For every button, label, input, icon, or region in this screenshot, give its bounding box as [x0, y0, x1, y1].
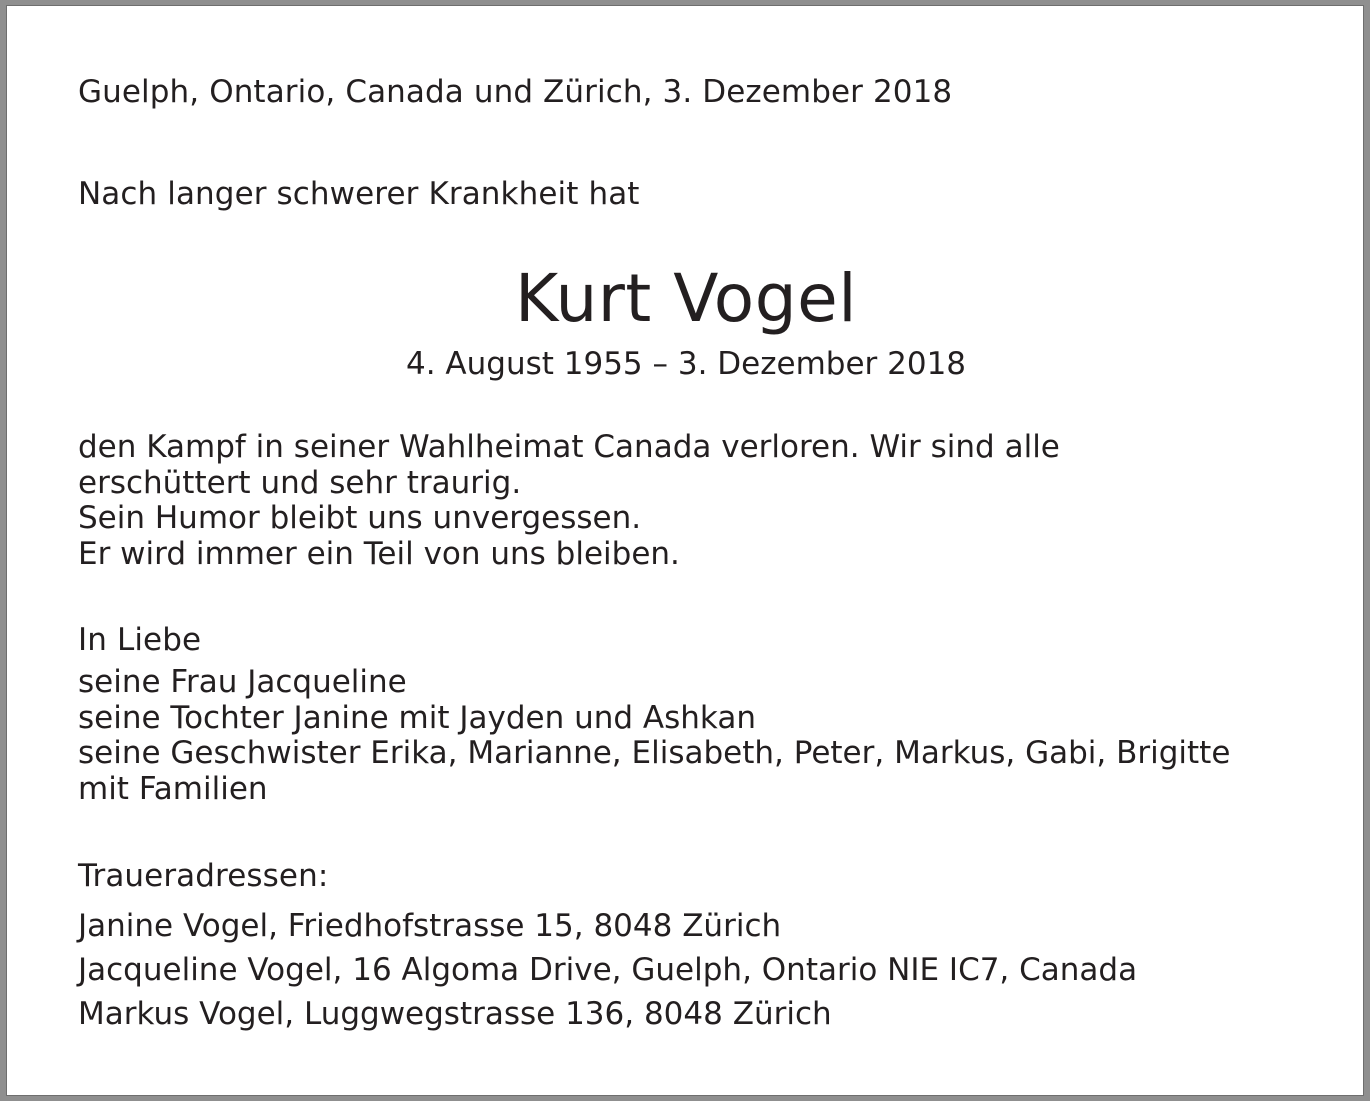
obituary-notice [6, 5, 1364, 1096]
place-and-date: Guelph, Ontario, Canada und Zürich, 3. Dezember 2018 [78, 74, 953, 110]
addresses-list [78, 904, 1137, 1036]
mourner-line: seine Geschwister Erika, Marianne, Elisabeth, Peter, Markus, Gabi, Brigitte [78, 735, 1231, 771]
intro-text: Nach langer schwerer Krankheit hat [78, 176, 640, 212]
message-line: erschüttert und sehr traurig. [78, 464, 522, 501]
address-line: Jacqueline Vogel, 16 Algoma Drive, Guelph, Ontario NIE IC7, Canada [78, 952, 1138, 988]
message-line: Sein Humor bleibt uns unvergessen. [78, 500, 642, 536]
address-line: Janine Vogel, Friedhofstrasse 15, 8048 Zürich [78, 908, 782, 944]
message-line: Er wird immer ein Teil von uns bleiben. [78, 535, 680, 572]
life-dates: 4. August 1955 – 3. Dezember 2018 [405, 346, 967, 382]
mourners-list [78, 665, 1230, 807]
deceased-name: Kurt Vogel [514, 260, 858, 337]
address-line: Markus Vogel, Luggwegstrasse 136, 8048 Zürich [78, 996, 832, 1032]
message-text [78, 430, 1060, 572]
mourner-line: mit Familien [78, 770, 268, 807]
mourner-line: seine Tochter Janine mit Jayden und Ashkan [78, 699, 756, 736]
addresses-heading: Traueradressen: [78, 858, 329, 894]
mourner-line: seine Frau Jacqueline [78, 664, 407, 700]
message-line: den Kampf in seiner Wahlheimat Canada verloren. Wir sind alle [78, 429, 1060, 465]
mourners-heading: In Liebe [78, 622, 202, 658]
